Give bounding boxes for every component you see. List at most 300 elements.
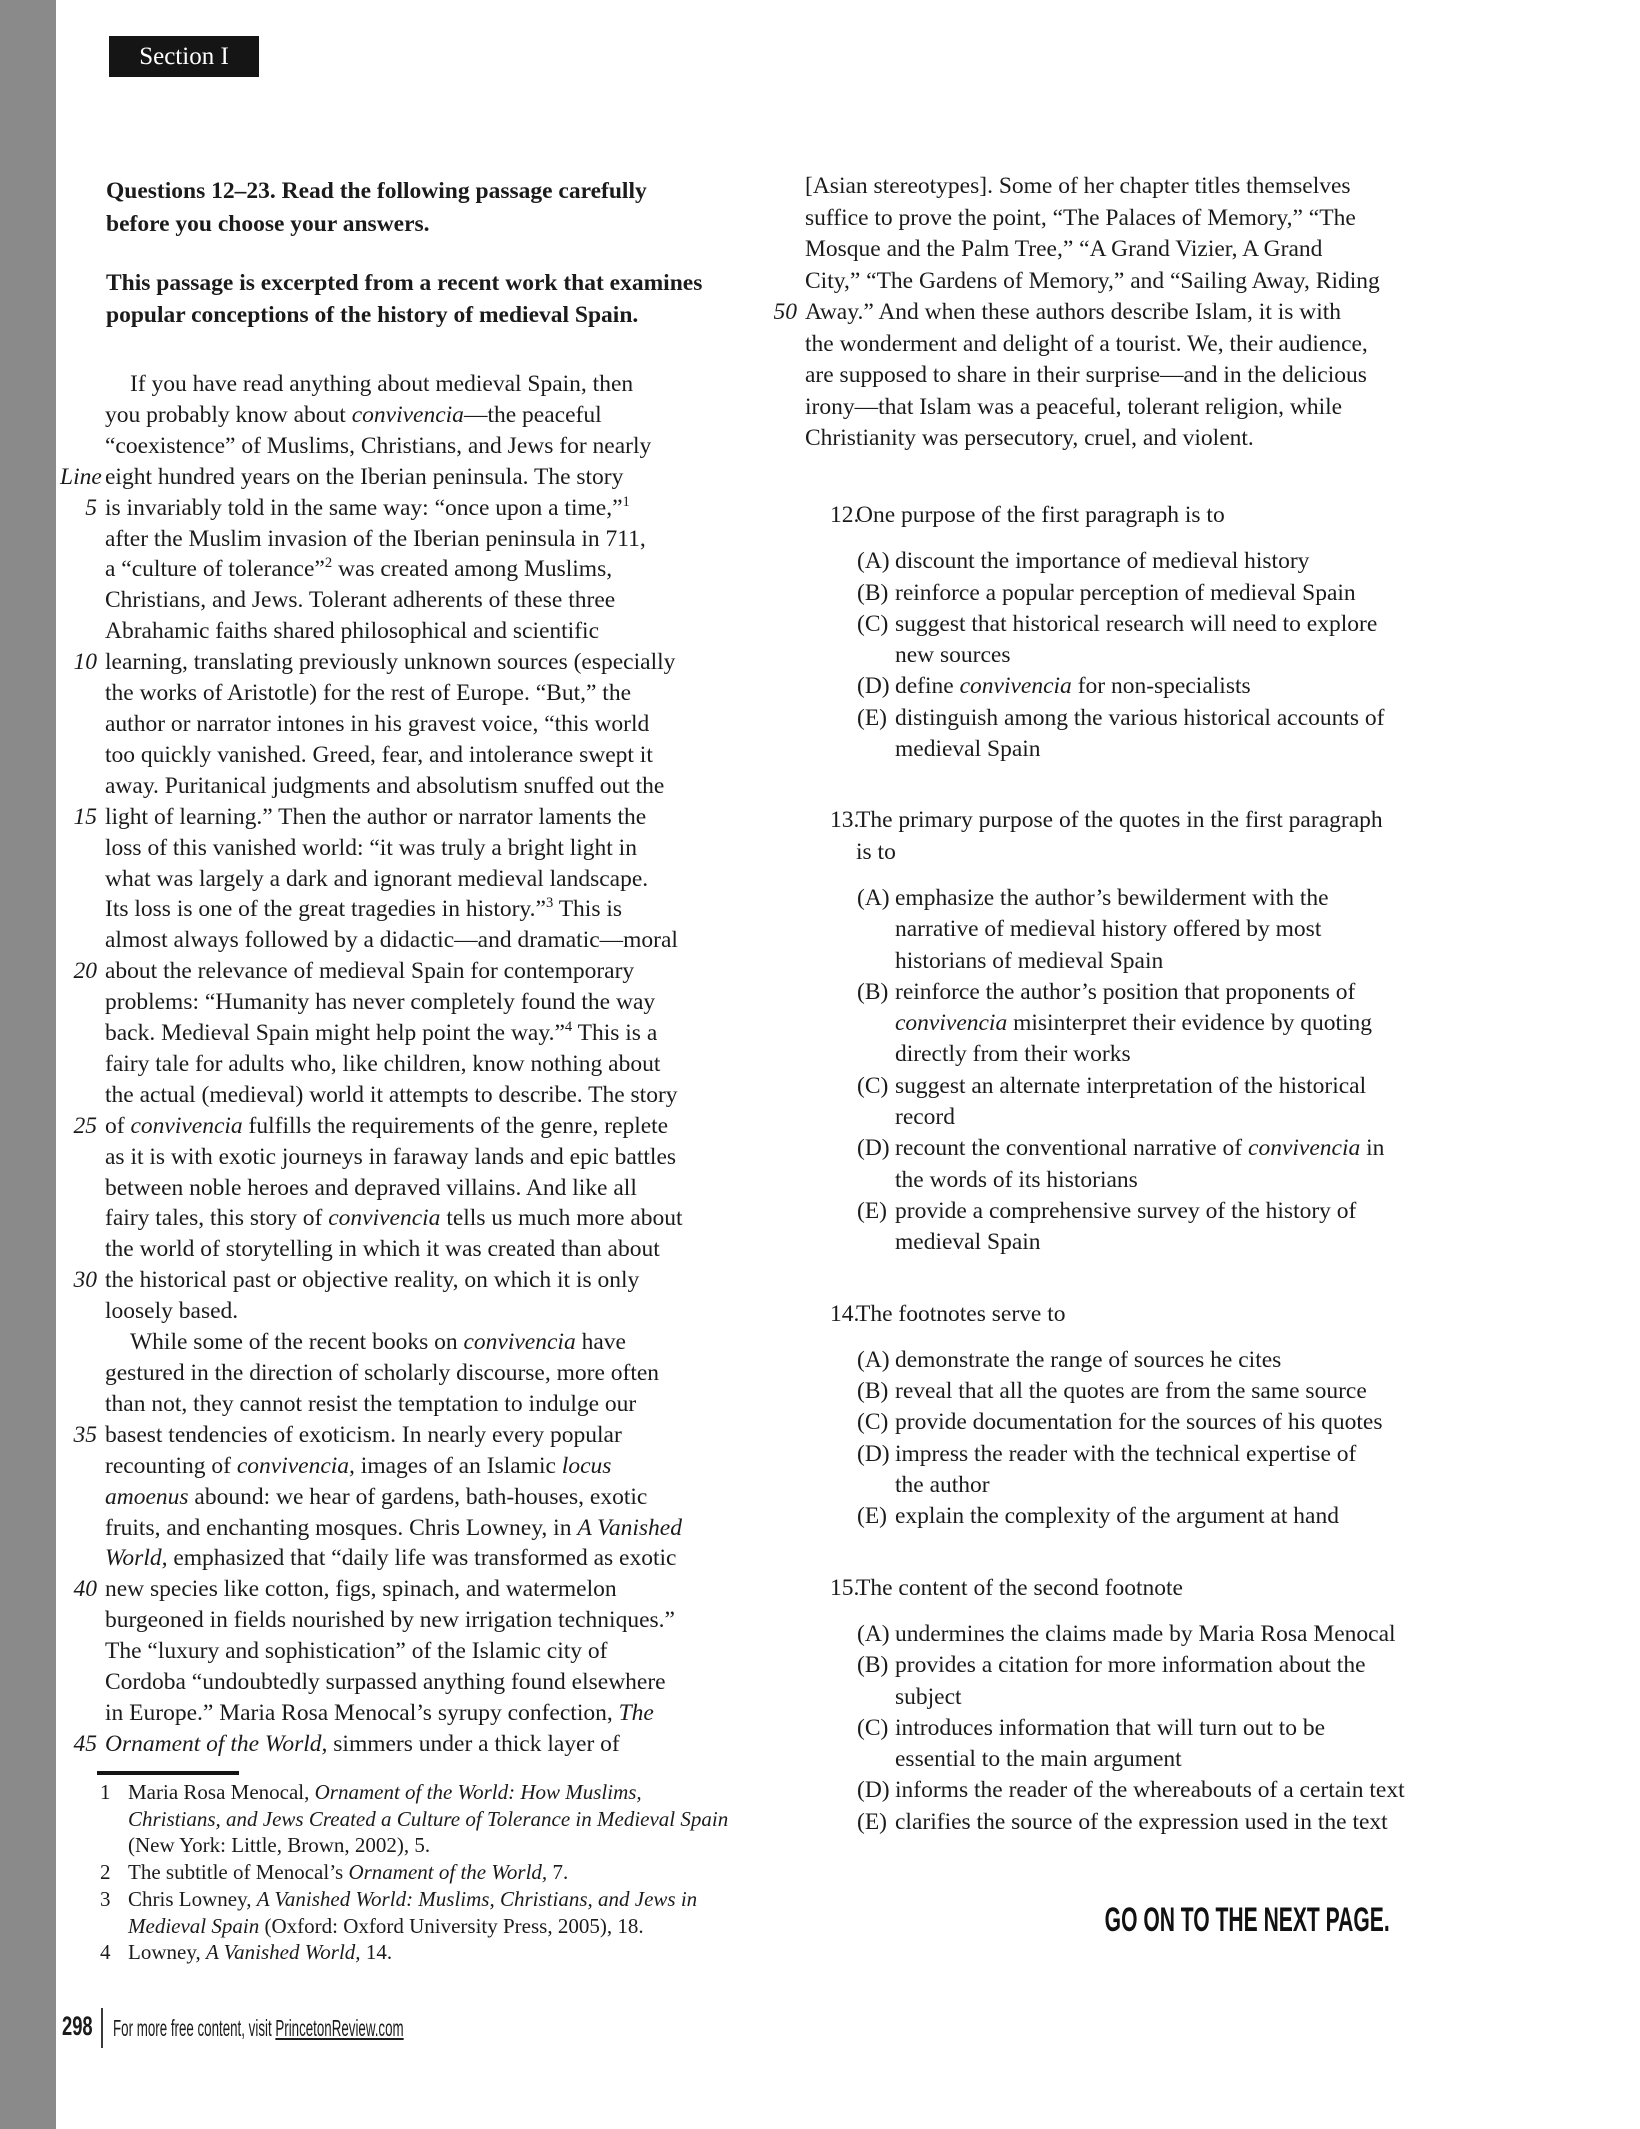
question-text-line: One purpose of the first paragraph is to	[856, 502, 1225, 528]
option-text-line: essential to the main argument	[895, 1746, 1182, 1773]
option-text	[895, 1376, 1367, 1407]
question-text	[856, 500, 1225, 531]
footer-link: PrincetonReview.com	[275, 2015, 404, 2041]
line-number	[60, 585, 97, 616]
line-number	[60, 709, 97, 740]
option-text-line: discount the importance of medieval history	[895, 548, 1310, 575]
line-text: Mosque and the Palm Tree,” “A Grand Vizier, A Grand	[805, 236, 1323, 262]
text-line	[755, 360, 1615, 392]
text-line	[60, 493, 770, 524]
line-text: fruits, and enchanting mosques. Chris Lowney, in A Vanished	[105, 1514, 682, 1541]
text-line	[60, 1358, 770, 1389]
text-line	[60, 956, 770, 987]
line-text: light of learning.” Then the author or narrator laments the	[105, 803, 647, 830]
question-text-line: The content of the second footnote	[856, 1574, 1183, 1601]
option-letter: (C)	[857, 1714, 889, 1741]
line-text: Its loss is one of the great tragedies in history.”$^3$ This is	[105, 895, 623, 923]
line-text: gestured in the direction of scholarly discourse, more often	[105, 1360, 660, 1386]
text-line	[60, 802, 770, 833]
option-text	[895, 883, 1329, 977]
line-number	[60, 1296, 97, 1327]
option-letter: (C)	[857, 610, 889, 637]
option-text	[895, 578, 1356, 609]
line-number	[60, 925, 97, 956]
text-line	[60, 462, 770, 493]
answer-option	[857, 1133, 1560, 1196]
line-text: too quickly vanished. Greed, fear, and intolerance swept it	[105, 741, 653, 768]
line-text: amoenus abound: we hear of gardens, bath-houses, exotic	[105, 1483, 648, 1510]
option-letter: (D)	[857, 1440, 890, 1467]
text-line	[60, 1859, 760, 1886]
text-line	[60, 431, 770, 462]
text-line	[60, 554, 770, 585]
text-line	[60, 1296, 770, 1327]
question-title	[830, 500, 1560, 531]
text-line	[60, 1667, 770, 1698]
line-number	[100, 1832, 128, 1859]
preamble-line: popular conceptions of the history of medieval Spain.	[106, 301, 639, 328]
option-letter: (D)	[857, 1777, 890, 1804]
option-text-line: explain the complexity of the argument at hand	[895, 1503, 1339, 1530]
text-line	[60, 1389, 770, 1420]
option-text-line: distinguish among the various historical accounts of	[895, 704, 1385, 731]
option-letter: (A)	[857, 548, 890, 575]
text-line	[60, 1080, 770, 1111]
answer-option	[857, 1807, 1560, 1838]
line-text: are supposed to share in their surprise—and in the delicious	[805, 362, 1367, 388]
question	[830, 1299, 1560, 1533]
text-line	[60, 1913, 760, 1940]
line-number	[60, 1605, 97, 1636]
line-text: Lowney, A Vanished World, 14.	[128, 1940, 393, 1965]
line-number	[60, 740, 97, 771]
footer-text	[113, 2013, 404, 2043]
line-text: recounting of convivencia, images of an Islamic locus	[105, 1452, 612, 1479]
option-text	[895, 1807, 1388, 1838]
line-number: 25	[73, 1112, 97, 1139]
option-text-line: reinforce the author’s position that proponents of	[895, 978, 1356, 1005]
option-text-line: the words of its historians	[895, 1166, 1138, 1193]
option-text	[895, 1345, 1281, 1376]
option-text	[895, 1501, 1339, 1532]
line-text: new species like cotton, figs, spinach, and watermelon	[105, 1576, 617, 1603]
option-text-line: define convivencia for non-specialists	[895, 673, 1251, 700]
option-letter: (E)	[857, 704, 888, 731]
text-line	[755, 266, 1615, 298]
answer-option	[857, 671, 1560, 702]
text-line	[60, 1729, 770, 1760]
line-text: Away.” And when these authors describe Islam, it is with	[805, 299, 1342, 325]
line-number	[60, 771, 97, 802]
line-number	[60, 833, 97, 864]
passage-preamble	[106, 268, 702, 331]
line-number	[755, 329, 797, 361]
questions-list	[830, 500, 1560, 1878]
line-number	[60, 524, 97, 555]
line-number	[60, 554, 97, 585]
line-number	[755, 234, 797, 266]
line-number: 3	[100, 1886, 111, 1911]
option-text	[895, 1619, 1396, 1650]
option-text-line: medieval Spain	[895, 736, 1041, 763]
option-text	[895, 1407, 1383, 1438]
line-number: 40	[73, 1576, 97, 1603]
option-text-line: suggest an alternate interpretation of the historical	[895, 1072, 1367, 1099]
answer-option	[857, 1376, 1560, 1407]
text-line	[755, 392, 1615, 424]
line-text: in Europe.” Maria Rosa Menocal’s syrupy confection, The	[105, 1699, 654, 1726]
line-text: loosely based.	[105, 1298, 239, 1325]
text-line	[60, 1018, 770, 1049]
text-line	[60, 925, 770, 956]
option-text-line: clarifies the source of the expression used in the text	[895, 1808, 1388, 1835]
option-letter: (B)	[857, 579, 889, 606]
question-title	[830, 1299, 1560, 1330]
text-line	[60, 709, 770, 740]
option-text	[895, 609, 1377, 672]
line-number	[60, 400, 97, 431]
text-line	[60, 1886, 760, 1913]
line-text: Cordoba “undoubtedly surpassed anything found elsewhere	[105, 1669, 666, 1696]
answer-option	[857, 1650, 1560, 1713]
option-text	[895, 1775, 1405, 1806]
line-text: Maria Rosa Menocal, Ornament of the World: How Muslims,	[128, 1780, 642, 1804]
line-number: Line	[60, 463, 102, 490]
question-text-line: is to	[856, 838, 896, 865]
line-text: While some of the recent books on convivencia have	[130, 1329, 626, 1356]
text-line	[60, 1265, 770, 1296]
option-text-line: emphasize the author’s bewilderment with the	[895, 884, 1329, 911]
line-number	[60, 1358, 97, 1389]
line-number	[60, 678, 97, 709]
line-text: Chris Lowney, A Vanished World: Muslims, Christians, and Jews in	[128, 1886, 698, 1911]
line-text: World, emphasized that “daily life was transformed as exotic	[105, 1545, 677, 1572]
line-text: Christians, and Jews. Tolerant adherents of these three	[105, 587, 616, 614]
line-text: The subtitle of Menocal’s Ornament of the World, 7.	[128, 1860, 569, 1885]
line-text: fairy tale for adults who, like children, know nothing about	[105, 1050, 661, 1077]
text-line	[60, 1779, 760, 1806]
text-line	[60, 524, 770, 555]
option-text-line: record	[895, 1104, 956, 1131]
option-text-line: undermines the claims made by Maria Rosa Menocal	[895, 1620, 1396, 1647]
footer-divider	[101, 2008, 103, 2048]
instructions-line: before you choose your answers.	[106, 211, 430, 237]
text-line	[60, 1142, 770, 1173]
answer-option	[857, 1501, 1560, 1532]
line-text: burgeoned in fields nourished by new irrigation techniques.”	[105, 1607, 675, 1634]
option-letter: (B)	[857, 978, 889, 1005]
line-text: back. Medieval Spain might help point the way.”$^4$ This is a	[105, 1019, 658, 1047]
option-text-line: provide a comprehensive survey of the history of	[895, 1197, 1357, 1224]
line-number	[60, 987, 97, 1018]
line-text: If you have read anything about medieval Spain, then	[130, 371, 634, 397]
question	[830, 500, 1560, 765]
question-text	[856, 1573, 1183, 1604]
line-number: 1	[100, 1780, 111, 1804]
question-title	[830, 805, 1560, 868]
option-text	[895, 703, 1385, 766]
line-number	[60, 864, 97, 895]
text-line	[60, 987, 770, 1018]
line-text: the world of storytelling in which it was created than about	[105, 1236, 660, 1263]
answer-options	[857, 883, 1560, 1259]
line-text: the works of Aristotle) for the rest of Europe. “But,” the	[105, 680, 631, 707]
text-line	[60, 1327, 770, 1358]
answer-option	[857, 883, 1560, 977]
line-text: (New York: Little, Brown, 2002), 5.	[128, 1833, 431, 1858]
line-text: the historical past or objective reality, on which it is only	[105, 1267, 640, 1294]
line-text: Christians, and Jews Created a Culture of Tolerance in Medieval Spain	[128, 1806, 729, 1831]
line-text: “coexistence” of Muslims, Christians, and Jews for nearly	[105, 432, 652, 459]
passage-column-right	[755, 171, 1615, 455]
line-number	[60, 1636, 97, 1667]
option-text-line: provide documentation for the sources of his quotes	[895, 1409, 1383, 1436]
text-line	[755, 329, 1615, 361]
line-text: you probably know about convivencia—the peaceful	[105, 401, 602, 428]
answer-option	[857, 1713, 1560, 1776]
line-number: 30	[73, 1267, 97, 1294]
line-text: between noble heroes and depraved villains. And like all	[105, 1174, 637, 1201]
line-number: 4	[100, 1940, 111, 1965]
text-line	[60, 1173, 770, 1204]
option-text-line: recount the conventional narrative of convivencia in	[895, 1135, 1385, 1162]
text-line	[755, 297, 1615, 329]
text-line	[60, 1574, 770, 1605]
line-number	[60, 369, 97, 400]
answer-option	[857, 703, 1560, 766]
line-text: problems: “Humanity has never completely found the way	[105, 989, 656, 1016]
line-number	[60, 1049, 97, 1080]
line-text: is invariably told in the same way: “once upon a time,”$^1$	[105, 493, 630, 521]
option-text-line: the author	[895, 1472, 990, 1499]
text-line	[755, 423, 1615, 455]
line-text: away. Puritanical judgments and absolutism snuffed out the	[105, 772, 665, 799]
line-number	[60, 894, 97, 925]
line-text: eight hundred years on the Iberian peninsula. The story	[105, 463, 624, 490]
line-number: 20	[73, 958, 97, 985]
line-text: City,” “The Gardens of Memory,” and “Sailing Away, Riding	[805, 267, 1380, 294]
text-line	[60, 894, 770, 925]
option-text-line: provides a citation for more information about the	[895, 1652, 1366, 1679]
answer-option	[857, 977, 1560, 1071]
line-number	[755, 203, 797, 235]
text-line	[60, 833, 770, 864]
line-number	[755, 360, 797, 392]
line-text: the actual (medieval) world it attempts to describe. The story	[105, 1081, 678, 1108]
option-letter: (A)	[857, 884, 890, 911]
text-line	[60, 1832, 760, 1859]
line-text: as it is with exotic journeys in faraway lands and epic battles	[105, 1143, 677, 1170]
line-number	[60, 1327, 97, 1358]
line-text: author or narrator intones in his gravest voice, “this world	[105, 710, 650, 737]
answer-option	[857, 1775, 1560, 1806]
answer-options	[857, 546, 1560, 765]
answer-option	[857, 1345, 1560, 1376]
text-line	[60, 616, 770, 647]
answer-option	[857, 609, 1560, 672]
text-line	[60, 585, 770, 616]
option-letter: (E)	[857, 1808, 888, 1835]
line-text: Christianity was persecutory, cruel, and violent.	[805, 425, 1254, 451]
answer-option	[857, 1439, 1560, 1502]
answer-option	[857, 1407, 1560, 1438]
question-number: 14.	[830, 1300, 860, 1327]
option-letter: (B)	[857, 1378, 889, 1405]
option-letter: (A)	[857, 1346, 890, 1373]
line-text: learning, translating previously unknown sources (especially	[105, 649, 676, 676]
text-line	[60, 1605, 770, 1636]
line-text: [Asian stereotypes]. Some of her chapter titles themselves	[805, 173, 1351, 199]
line-text: a “culture of tolerance”$^2$ was created among Muslims,	[105, 555, 613, 583]
text-line	[60, 1698, 770, 1729]
option-letter: (C)	[857, 1409, 889, 1436]
line-number	[60, 1543, 97, 1574]
text-line	[60, 369, 770, 400]
option-text-line: reinforce a popular perception of medieval Spain	[895, 579, 1356, 606]
footer-text-prefix: For more free content, visit	[113, 2015, 276, 2041]
text-line	[60, 1806, 760, 1833]
option-text-line: medieval Spain	[895, 1229, 1041, 1256]
line-text: Abrahamic faiths shared philosophical and scientific	[105, 618, 599, 645]
option-letter: (C)	[857, 1072, 889, 1099]
answer-option	[857, 1196, 1560, 1259]
option-text	[895, 671, 1251, 702]
option-text	[895, 977, 1372, 1071]
text-line	[60, 647, 770, 678]
question	[830, 1573, 1560, 1838]
question-text	[856, 1299, 1065, 1330]
line-number	[60, 1173, 97, 1204]
text-line	[60, 1513, 770, 1544]
instructions	[106, 175, 647, 241]
page-number: 298	[62, 2011, 93, 2041]
line-text: The “luxury and sophistication” of the Islamic city of	[105, 1638, 608, 1665]
line-number: 50	[773, 299, 797, 325]
question-number: 15.	[830, 1574, 860, 1601]
line-text: after the Muslim invasion of the Iberian peninsula in 711,	[105, 525, 646, 552]
line-number	[60, 431, 97, 462]
text-line	[60, 1451, 770, 1482]
text-line	[60, 1111, 770, 1142]
line-number	[60, 1451, 97, 1482]
question-title	[830, 1573, 1560, 1604]
line-number	[100, 1806, 128, 1833]
option-text-line: informs the reader of the whereabouts of a certain text	[895, 1777, 1405, 1804]
line-number: 5	[85, 494, 97, 521]
option-text	[895, 1439, 1356, 1502]
option-text-line: convivencia misinterpret their evidence by quoting	[895, 1010, 1373, 1037]
instructions-line: Questions 12–23. Read the following passage carefully	[106, 178, 647, 204]
text-line	[60, 1234, 770, 1265]
line-number	[60, 1234, 97, 1265]
option-text	[895, 1713, 1325, 1776]
question	[830, 805, 1560, 1258]
option-text	[895, 1650, 1366, 1713]
section-tab	[109, 36, 259, 77]
line-text: almost always followed by a didactic—and dramatic—moral	[105, 927, 678, 954]
line-text: of convivencia fulfills the requirements of the genre, replete	[105, 1112, 669, 1139]
line-text: basest tendencies of exoticism. In nearly every popular	[105, 1421, 622, 1448]
line-number: 35	[73, 1421, 97, 1448]
line-text: Medieval Spain (Oxford: Oxford University Press, 2005), 18.	[128, 1913, 644, 1938]
option-text	[895, 1133, 1384, 1196]
answer-option	[857, 1071, 1560, 1134]
line-text: fairy tales, this story of convivencia tells us much more about	[105, 1205, 683, 1232]
question-number: 12.	[830, 502, 860, 528]
footnote-separator	[97, 1771, 239, 1775]
text-line	[60, 1939, 760, 1966]
line-text: loss of this vanished world: “it was truly a bright light in	[105, 834, 637, 861]
line-number	[755, 423, 797, 455]
section-tab-label: Section I	[139, 42, 229, 70]
left-margin-bar	[0, 0, 56, 2129]
line-text: Ornament of the World, simmers under a thick layer of	[105, 1730, 620, 1757]
line-text: about the relevance of medieval Spain for contemporary	[105, 958, 635, 985]
line-number	[60, 1482, 97, 1513]
answer-option	[857, 578, 1560, 609]
option-text-line: narrative of medieval history offered by most	[895, 916, 1322, 943]
text-line	[60, 400, 770, 431]
text-line	[755, 234, 1615, 266]
option-text-line: directly from their works	[895, 1041, 1131, 1068]
option-letter: (D)	[857, 673, 890, 700]
line-number	[60, 616, 97, 647]
text-line	[60, 1636, 770, 1667]
question-text-line: The primary purpose of the quotes in the first paragraph	[856, 807, 1383, 834]
option-text-line: subject	[895, 1683, 962, 1710]
line-number	[60, 1142, 97, 1173]
line-number	[755, 171, 797, 203]
option-text-line: historians of medieval Spain	[895, 947, 1164, 974]
go-on-instruction: GO ON TO THE NEXT PAGE.	[1104, 1901, 1390, 1939]
line-text: what was largely a dark and ignorant medieval landscape.	[105, 865, 649, 892]
line-number: 10	[73, 649, 97, 676]
text-line	[60, 1049, 770, 1080]
line-number	[60, 1080, 97, 1111]
footnotes	[60, 1779, 760, 1966]
text-line	[755, 171, 1615, 203]
text-line	[60, 771, 770, 802]
line-number	[60, 1018, 97, 1049]
option-text-line: demonstrate the range of sources he cites	[895, 1346, 1282, 1373]
option-text-line: new sources	[895, 642, 1011, 669]
option-text	[895, 1196, 1356, 1259]
line-number: 2	[100, 1860, 111, 1885]
option-letter: (A)	[857, 1620, 890, 1647]
text-line	[60, 1543, 770, 1574]
line-number	[60, 1389, 97, 1420]
option-text-line: impress the reader with the technical expertise of	[895, 1440, 1357, 1467]
option-text	[895, 1071, 1366, 1134]
line-number	[60, 1203, 97, 1234]
option-letter: (D)	[857, 1135, 890, 1162]
line-number	[755, 392, 797, 424]
passage-column-left	[60, 369, 770, 1760]
option-text	[895, 546, 1309, 577]
line-text: than not, they cannot resist the temptation to indulge our	[105, 1390, 637, 1417]
line-number	[60, 1667, 97, 1698]
text-line	[755, 203, 1615, 235]
line-number	[60, 1513, 97, 1544]
text-line	[60, 678, 770, 709]
text-line	[60, 864, 770, 895]
answer-options	[857, 1345, 1560, 1533]
option-letter: (E)	[857, 1503, 888, 1530]
line-number	[100, 1913, 128, 1940]
text-line	[60, 740, 770, 771]
question-text-line: The footnotes serve to	[856, 1300, 1066, 1327]
text-line	[60, 1482, 770, 1513]
